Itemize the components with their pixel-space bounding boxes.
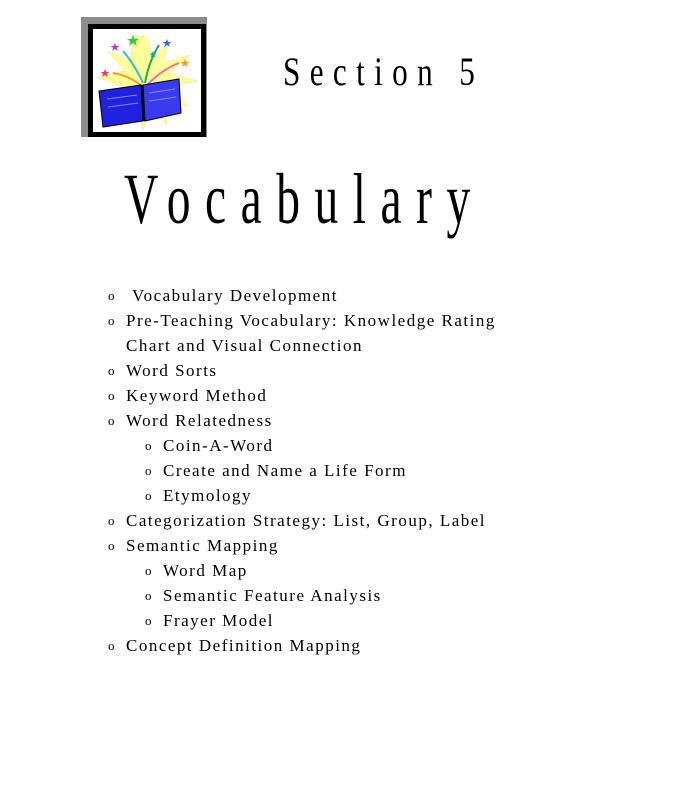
list-item-label: Word Relatedness <box>126 411 273 430</box>
bullet-icon: o <box>145 613 152 628</box>
sub-list-item <box>145 458 516 483</box>
list-item-label: Etymology <box>163 486 253 505</box>
topic-list <box>108 283 516 658</box>
bullet-icon: o <box>108 388 115 403</box>
list-item-label: Semantic Feature Analysis <box>163 586 382 605</box>
bullet-icon: o <box>108 513 115 528</box>
bullet-icon: o <box>108 288 115 303</box>
sub-list-item <box>145 583 516 608</box>
list-item-label: Word Sorts <box>126 361 218 380</box>
sub-list-item <box>145 483 516 508</box>
list-item <box>108 283 516 308</box>
sub-list-item <box>145 558 516 583</box>
list-item-label: Word Map <box>163 561 248 580</box>
list-item-label: Concept Definition Mapping <box>126 636 362 655</box>
clipart-frame <box>88 24 206 137</box>
list-item-label: Coin-A-Word <box>163 436 274 455</box>
page-title: Vocabulary <box>124 159 485 239</box>
book-right-page <box>143 79 181 121</box>
sub-list-item <box>145 608 516 633</box>
list-item-label: Pre-Teaching Vocabulary: Knowledge Rating <box>126 311 496 330</box>
bullet-icon: o <box>108 638 115 653</box>
list-item-label-continued: Chart and Visual Connection <box>126 336 363 355</box>
list-item <box>108 358 516 383</box>
bullet-icon: o <box>145 588 152 603</box>
list-item-label: Frayer Model <box>163 611 275 630</box>
list-item-label: Create and Name a Life Form <box>163 461 407 480</box>
list-item <box>108 383 516 408</box>
list-item <box>108 533 516 558</box>
bullet-icon: o <box>108 538 115 553</box>
list-item <box>108 633 516 658</box>
bullet-icon: o <box>145 438 152 453</box>
list-item-label: Keyword Method <box>126 386 268 405</box>
list-item <box>108 308 516 358</box>
star <box>111 43 120 51</box>
list-item-label: Vocabulary Development <box>132 286 338 305</box>
list-item-label: Categorization Strategy: List, Group, Label <box>126 511 487 530</box>
list-item <box>108 408 516 433</box>
bullet-icon: o <box>145 463 152 478</box>
bullet-icon: o <box>145 488 152 503</box>
list-item <box>108 508 516 533</box>
bullet-icon: o <box>145 563 152 578</box>
bullet-icon: o <box>108 363 115 378</box>
bullet-icon: o <box>108 413 115 428</box>
sub-list-item <box>145 433 516 458</box>
section-heading: Section 5 <box>283 49 485 94</box>
bullet-icon: o <box>108 313 115 328</box>
open-book-with-stars-icon <box>93 29 201 132</box>
list-item-label: Semantic Mapping <box>126 536 279 555</box>
book-left-page <box>99 85 143 127</box>
